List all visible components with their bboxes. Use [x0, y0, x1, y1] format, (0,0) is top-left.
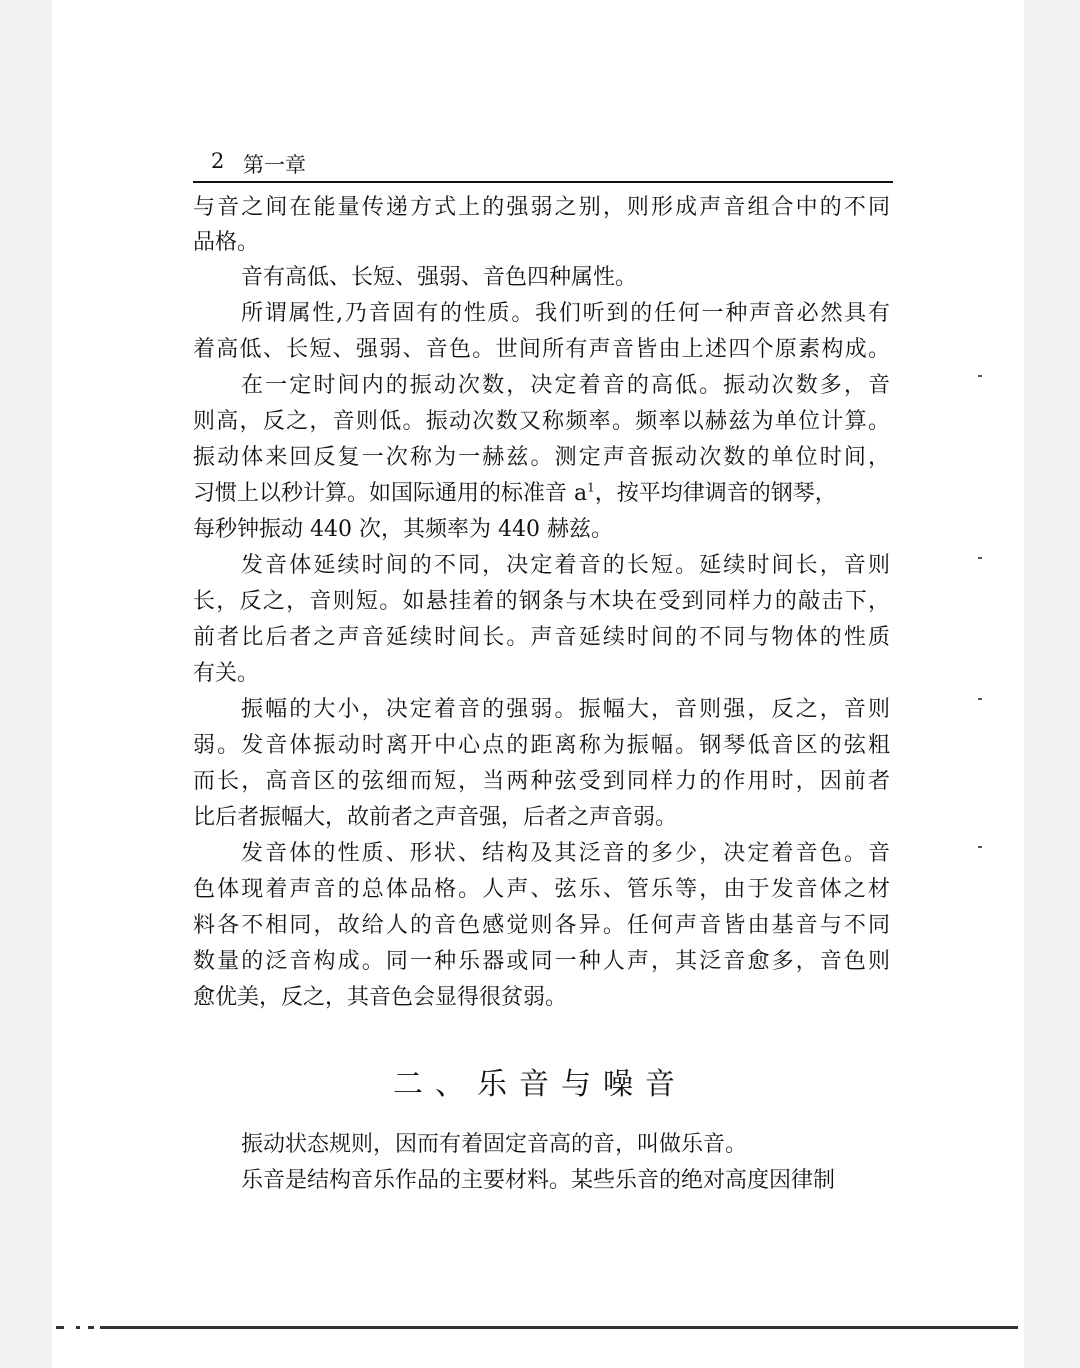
text-line: 则高，反之，音则低。振动次数又称频率。频率以赫兹为单位计算。 — [193, 409, 890, 434]
running-header — [193, 147, 893, 183]
text-line: 每秒钟振动 440 次，其频率为 440 赫兹。 — [193, 517, 613, 542]
text-line: 长，反之，音则短。如悬挂着的钢条与木块在受到同样力的敲击下， — [193, 589, 890, 614]
text-line: 前者比后者之声音延续时间长。声音延续时间的不同与物体的性质 — [193, 625, 890, 650]
text-line — [193, 477, 890, 511]
scan-speck — [978, 375, 982, 377]
scan-speck — [978, 846, 982, 848]
text-line: 振幅的大小，决定着音的强弱。振幅大，音则强，反之，音则 — [241, 697, 890, 722]
text-line: 与音之间在能量传递方式上的强弱之别，则形成声音组合中的不同 — [193, 195, 890, 220]
page-number: 2 — [211, 149, 225, 173]
text-line: 发音体的性质、形状、结构及其泛音的多少，决定着音色。音 — [241, 841, 890, 866]
scan-speck — [978, 698, 982, 700]
text-line: 比后者振幅大，故前者之声音强，后者之声音弱。 — [193, 805, 678, 830]
text-line: 愈优美，反之，其音色会显得很贫弱。 — [193, 985, 568, 1010]
chapter-title: 第一章 — [243, 153, 306, 177]
scan-edge-line — [100, 1326, 1018, 1329]
text-line: 着高低、长短、强弱、音色。世间所有声音皆由上述四个原素构成。 — [193, 337, 890, 362]
superscript: 1 — [587, 480, 595, 495]
text-line: 品格。 — [193, 230, 260, 255]
scan-speck — [56, 1326, 64, 1329]
section-heading: 二、乐音与噪音 — [393, 1067, 687, 1102]
text-line: 发音体延续时间的不同，决定着音的长短。延续时间长，音则 — [241, 553, 890, 578]
text-line: 振动状态规则，因而有着固定音高的音，叫做乐音。 — [241, 1132, 748, 1157]
text-line: 乐音是结构音乐作品的主要材料。某些乐音的绝对高度因律制 — [241, 1168, 836, 1193]
text-line: 有关。 — [193, 661, 260, 686]
scan-speck — [978, 557, 982, 559]
text-segment: 习惯上以秒计算。如国际通用的标准音 a — [193, 481, 588, 506]
text-line: 振动体来回反复一次称为一赫兹。测定声音振动次数的单位时间， — [193, 445, 890, 470]
scan-speck — [76, 1326, 80, 1329]
text-line: 色体现着声音的总体品格。人声、弦乐、管乐等，由于发音体之材 — [193, 877, 890, 902]
scan-speck — [88, 1326, 94, 1329]
text-line: 所谓属性,乃音固有的性质。我们听到的任何一种声音必然具有 — [241, 301, 890, 326]
text-segment: ，按平均律调音的钢琴， — [594, 481, 837, 506]
text-line: 在一定时间内的振动次数，决定着音的高低。振动次数多，音 — [241, 373, 890, 398]
text-line: 数量的泛音构成。同一种乐器或同一种人声，其泛音愈多，音色则 — [193, 949, 890, 974]
text-line: 料各不相同，故给人的音色感觉则各异。任何声音皆由基音与不同 — [193, 913, 890, 938]
text-line: 弱。发音体振动时离开中心点的距离称为振幅。钢琴低音区的弦粗 — [193, 733, 890, 758]
text-line: 而长，高音区的弦细而短，当两种弦受到同样力的作用时，因前者 — [193, 769, 890, 794]
text-line: 音有高低、长短、强弱、音色四种属性。 — [241, 265, 638, 290]
